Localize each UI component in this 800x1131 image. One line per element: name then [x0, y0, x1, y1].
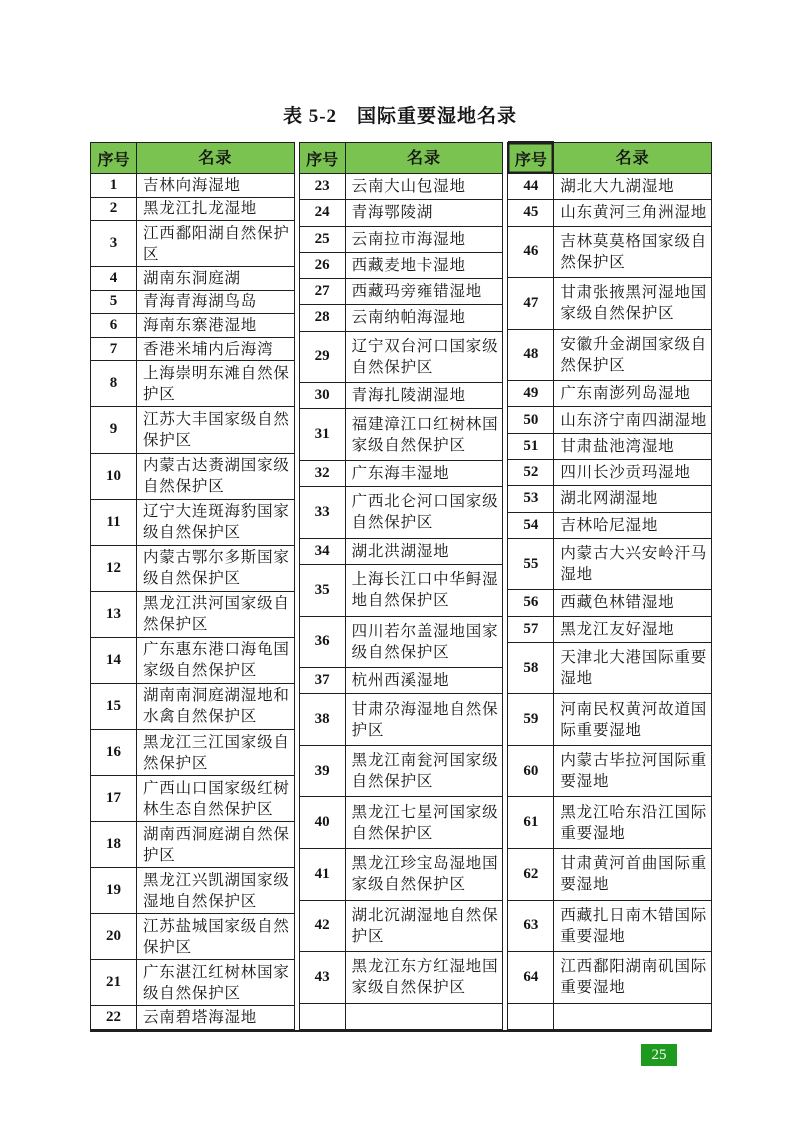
table-row — [91, 545, 294, 591]
row-name-cell: 广东惠东港口海龟国家级自然保护区 — [143, 641, 290, 680]
table-row — [91, 406, 294, 452]
page-number-badge: 25 — [641, 1044, 677, 1066]
row-name-cell: 黑龙江七星河国家级自然保护区 — [351, 803, 499, 842]
table-row — [300, 900, 503, 952]
row-name-cell: 江西鄱阳湖南矶国际重要湿地 — [560, 958, 708, 997]
row-number-cell: 17 — [91, 776, 137, 821]
table-row — [300, 616, 503, 668]
table-row — [300, 252, 503, 278]
row-name-cell: 吉林莫莫格国家级自然保护区 — [560, 232, 708, 271]
row-number-cell: 43 — [300, 952, 346, 1003]
row-name-cell: 甘肃黄河首曲国际重要湿地 — [560, 855, 708, 894]
row-number-cell: 37 — [300, 668, 346, 693]
table-row — [300, 408, 503, 460]
table-row — [300, 226, 503, 252]
row-number-cell: 36 — [300, 617, 346, 668]
row-name-cell: 广东海丰湿地 — [351, 465, 450, 483]
row-name-cell: 黑龙江友好湿地 — [560, 620, 675, 638]
row-name-cell: 吉林向海湿地 — [143, 176, 241, 194]
row-name-cell: 河南民权黄河故道国际重要湿地 — [560, 700, 708, 739]
row-name-cell: 湖北网湖湿地 — [560, 490, 659, 508]
row-number-cell: 56 — [508, 590, 554, 615]
row-number-cell: 13 — [91, 592, 137, 637]
table-row — [508, 459, 711, 485]
row-name-cell: 西藏玛旁雍错湿地 — [351, 283, 483, 301]
table-group-2 — [299, 142, 504, 1030]
row-number-cell: 32 — [300, 461, 346, 486]
row-number-cell: 48 — [508, 330, 554, 381]
row-number-cell: 23 — [300, 174, 346, 199]
table-header-row — [300, 143, 503, 173]
row-number-cell: 4 — [91, 267, 137, 290]
row-number-cell: 19 — [91, 868, 137, 913]
row-number-cell: 18 — [91, 822, 137, 867]
row-name-cell: 黑龙江洪河国家级自然保护区 — [143, 595, 290, 634]
table-row — [300, 693, 503, 745]
row-name-cell: 辽宁双台河口国家级自然保护区 — [351, 337, 499, 376]
table-row — [91, 499, 294, 545]
table-row — [91, 337, 294, 361]
row-number-cell: 39 — [300, 746, 346, 797]
table-row — [91, 360, 294, 406]
row-number-cell: 49 — [508, 381, 554, 406]
row-number-cell: 51 — [508, 434, 554, 459]
row-name-cell — [554, 1004, 711, 1029]
table-row — [91, 313, 294, 337]
row-number-cell: 54 — [508, 513, 554, 538]
row-number-cell: 64 — [508, 952, 554, 1003]
row-name-cell: 青海青海湖鸟岛 — [143, 293, 258, 311]
table-row — [300, 331, 503, 383]
table-row — [508, 900, 711, 952]
table-row — [300, 278, 503, 304]
table-row — [508, 277, 711, 329]
table-row — [508, 485, 711, 511]
row-number-cell: 63 — [508, 901, 554, 952]
row-number-cell: 42 — [300, 901, 346, 952]
table-row — [91, 173, 294, 197]
row-name-cell: 黑龙江兴凯湖国家级湿地自然保护区 — [143, 871, 290, 910]
table-row — [508, 199, 711, 225]
row-number-cell — [300, 1004, 346, 1029]
column-header-name: 名录 — [615, 149, 650, 167]
row-name-cell: 江苏盐城国家级自然保护区 — [143, 917, 290, 956]
row-name-cell: 四川长沙贡玛湿地 — [560, 464, 691, 482]
row-number-cell: 52 — [508, 460, 554, 485]
row-name-cell: 黑龙江珍宝岛湿地国家级自然保护区 — [351, 855, 499, 894]
row-name-cell: 香港米埔内后海湾 — [143, 340, 274, 358]
table-header-row — [91, 143, 294, 173]
table-row — [91, 220, 294, 266]
row-number-cell: 30 — [300, 383, 346, 408]
table-row — [91, 266, 294, 290]
row-name-cell: 海南东寨港湿地 — [143, 317, 258, 335]
row-name-cell: 山东黄河三角洲湿地 — [560, 204, 708, 222]
table-row — [508, 642, 711, 694]
row-number-cell: 29 — [300, 332, 346, 383]
row-number-cell: 15 — [91, 684, 137, 729]
column-header-no: 序号 — [91, 143, 137, 173]
table-row — [508, 512, 711, 538]
row-name-cell: 天津北大港国际重要湿地 — [560, 649, 708, 688]
table-row — [508, 848, 711, 900]
row-number-cell: 1 — [91, 174, 137, 197]
row-name-cell: 云南纳帕海湿地 — [351, 309, 466, 327]
row-name-cell: 西藏扎日南木错国际重要湿地 — [560, 906, 708, 945]
table-row — [508, 1003, 711, 1029]
row-name-cell: 甘肃盐池湾湿地 — [560, 437, 675, 455]
row-name-cell: 黑龙江哈东沿江国际重要湿地 — [560, 803, 708, 842]
row-name-cell: 黑龙江扎龙湿地 — [143, 200, 258, 218]
row-name-cell: 广西山口国家级红树林生态自然保护区 — [143, 779, 290, 818]
table-row — [91, 290, 294, 314]
row-number-cell: 27 — [300, 279, 346, 304]
row-number-cell: 41 — [300, 849, 346, 900]
table-row — [508, 745, 711, 797]
row-number-cell: 40 — [300, 797, 346, 848]
row-number-cell: 58 — [508, 643, 554, 694]
row-number-cell: 12 — [91, 546, 137, 591]
row-name-cell: 青海鄂陵湖 — [351, 204, 434, 222]
row-number-cell: 38 — [300, 694, 346, 745]
row-name-cell: 西藏麦地卡湿地 — [351, 256, 466, 274]
row-name-cell: 湖北沉湖湿地自然保护区 — [351, 906, 499, 945]
row-name-cell: 黑龙江三江国家级自然保护区 — [143, 733, 290, 772]
column-header-name: 名录 — [198, 149, 233, 167]
table-row — [508, 173, 711, 199]
table-row — [508, 433, 711, 459]
table-row — [91, 867, 294, 913]
row-number-cell: 2 — [91, 198, 137, 221]
row-name-cell: 湖南南洞庭湖湿地和水禽自然保护区 — [143, 687, 290, 726]
table-row — [91, 637, 294, 683]
row-name-cell: 广西北仑河口国家级自然保护区 — [351, 493, 499, 532]
row-number-cell: 47 — [508, 278, 554, 329]
row-name-cell: 湖南东洞庭湖 — [143, 269, 241, 287]
table-row — [508, 380, 711, 406]
row-number-cell: 10 — [91, 454, 137, 499]
row-name-cell — [346, 1004, 503, 1029]
row-number-cell: 46 — [508, 227, 554, 278]
table-row — [300, 564, 503, 616]
table-row — [508, 951, 711, 1003]
row-number-cell: 35 — [300, 565, 346, 616]
table-row — [91, 1005, 294, 1029]
row-number-cell: 53 — [508, 486, 554, 511]
table-row — [91, 591, 294, 637]
row-number-cell: 20 — [91, 914, 137, 959]
table-row — [300, 796, 503, 848]
row-number-cell: 22 — [91, 1006, 137, 1029]
row-name-cell: 黑龙江南瓮河国家级自然保护区 — [351, 752, 499, 791]
column-header-no: 序号 — [508, 143, 554, 173]
row-name-cell: 广东南澎列岛湿地 — [560, 385, 691, 403]
table-row — [300, 173, 503, 199]
table-row — [508, 796, 711, 848]
row-name-cell: 湖北洪湖湿地 — [351, 542, 450, 560]
row-number-cell: 26 — [300, 253, 346, 278]
row-name-cell: 山东济宁南四湖湿地 — [560, 411, 708, 429]
row-number-cell: 44 — [508, 174, 554, 199]
row-name-cell: 上海崇明东滩自然保护区 — [143, 364, 290, 403]
row-number-cell: 24 — [300, 200, 346, 225]
row-name-cell: 云南碧塔海湿地 — [143, 1009, 258, 1027]
row-name-cell: 湖北大九湖湿地 — [560, 178, 675, 196]
table-row — [300, 848, 503, 900]
column-header-name: 名录 — [407, 149, 442, 167]
table-row — [300, 486, 503, 538]
row-number-cell: 25 — [300, 227, 346, 252]
row-number-cell: 45 — [508, 200, 554, 225]
table-row — [300, 382, 503, 408]
row-number-cell: 57 — [508, 617, 554, 642]
row-number-cell: 5 — [91, 291, 137, 314]
table-row — [300, 951, 503, 1003]
table-row — [300, 460, 503, 486]
row-name-cell: 青海扎陵湖湿地 — [351, 387, 466, 405]
row-number-cell: 3 — [91, 221, 137, 266]
table-row — [508, 406, 711, 432]
row-number-cell: 6 — [91, 314, 137, 337]
table-row — [508, 616, 711, 642]
row-number-cell — [508, 1004, 554, 1029]
row-number-cell: 60 — [508, 746, 554, 797]
row-name-cell: 江苏大丰国家级自然保护区 — [143, 410, 290, 449]
row-name-cell: 云南拉市海湿地 — [351, 230, 466, 248]
table-group-3 — [507, 142, 712, 1030]
row-number-cell: 11 — [91, 500, 137, 545]
row-number-cell: 16 — [91, 730, 137, 775]
row-name-cell: 内蒙古大兴安岭汗马湿地 — [560, 545, 708, 584]
row-number-cell: 9 — [91, 407, 137, 452]
table-row — [300, 538, 503, 564]
table-caption: 表 5-2 国际重要湿地名录 — [282, 106, 518, 127]
table-row — [300, 1003, 503, 1029]
table-row — [508, 226, 711, 278]
row-name-cell: 云南大山包湿地 — [351, 178, 466, 196]
row-number-cell: 7 — [91, 338, 137, 361]
table-row — [508, 589, 711, 615]
row-name-cell: 内蒙古达赉湖国家级自然保护区 — [143, 457, 290, 496]
row-name-cell: 甘肃尕海湿地自然保护区 — [351, 700, 499, 739]
row-number-cell: 28 — [300, 305, 346, 330]
table-row — [91, 821, 294, 867]
row-name-cell: 安徽升金湖国家级自然保护区 — [560, 335, 708, 374]
row-name-cell: 黑龙江东方红湿地国家级自然保护区 — [351, 958, 499, 997]
row-name-cell: 四川若尔盖湿地国家级自然保护区 — [351, 622, 499, 661]
table-row — [91, 683, 294, 729]
row-number-cell: 31 — [300, 409, 346, 460]
table-row — [91, 729, 294, 775]
row-number-cell: 21 — [91, 960, 137, 1005]
table-row — [91, 913, 294, 959]
row-name-cell: 内蒙古鄂尔多斯国家级自然保护区 — [143, 549, 290, 588]
table-row — [508, 538, 711, 590]
row-number-cell: 62 — [508, 849, 554, 900]
table-header-row — [508, 143, 711, 173]
wetlands-table — [90, 142, 712, 1032]
table-row — [300, 667, 503, 693]
table-row — [91, 197, 294, 221]
table-row — [91, 453, 294, 499]
row-number-cell: 61 — [508, 797, 554, 848]
table-row — [508, 693, 711, 745]
row-name-cell: 杭州西溪湿地 — [351, 672, 450, 690]
column-header-no: 序号 — [300, 143, 346, 173]
row-number-cell: 14 — [91, 638, 137, 683]
table-row — [300, 745, 503, 797]
table-row — [508, 329, 711, 381]
row-name-cell: 内蒙古毕拉河国际重要湿地 — [560, 752, 708, 791]
table-row — [300, 304, 503, 330]
row-number-cell: 59 — [508, 694, 554, 745]
row-name-cell: 福建漳江口红树林国家级自然保护区 — [351, 415, 499, 454]
row-name-cell: 湖南西洞庭湖自然保护区 — [143, 825, 290, 864]
row-name-cell: 广东湛江红树林国家级自然保护区 — [143, 963, 290, 1002]
row-name-cell: 甘肃张掖黑河湿地国家级自然保护区 — [560, 284, 708, 323]
row-number-cell: 33 — [300, 487, 346, 538]
row-name-cell: 西藏色林错湿地 — [560, 594, 675, 612]
table-row — [91, 959, 294, 1005]
row-name-cell: 吉林哈尼湿地 — [560, 516, 659, 534]
table-row — [300, 199, 503, 225]
row-number-cell: 50 — [508, 407, 554, 432]
table-row — [91, 775, 294, 821]
row-name-cell: 上海长江口中华鲟湿地自然保护区 — [351, 571, 499, 610]
table-group-1 — [90, 142, 295, 1030]
row-number-cell: 55 — [508, 539, 554, 590]
row-number-cell: 34 — [300, 539, 346, 564]
row-name-cell: 辽宁大连斑海豹国家级自然保护区 — [143, 503, 290, 542]
row-number-cell: 8 — [91, 361, 137, 406]
row-name-cell: 江西鄱阳湖自然保护区 — [143, 224, 290, 263]
